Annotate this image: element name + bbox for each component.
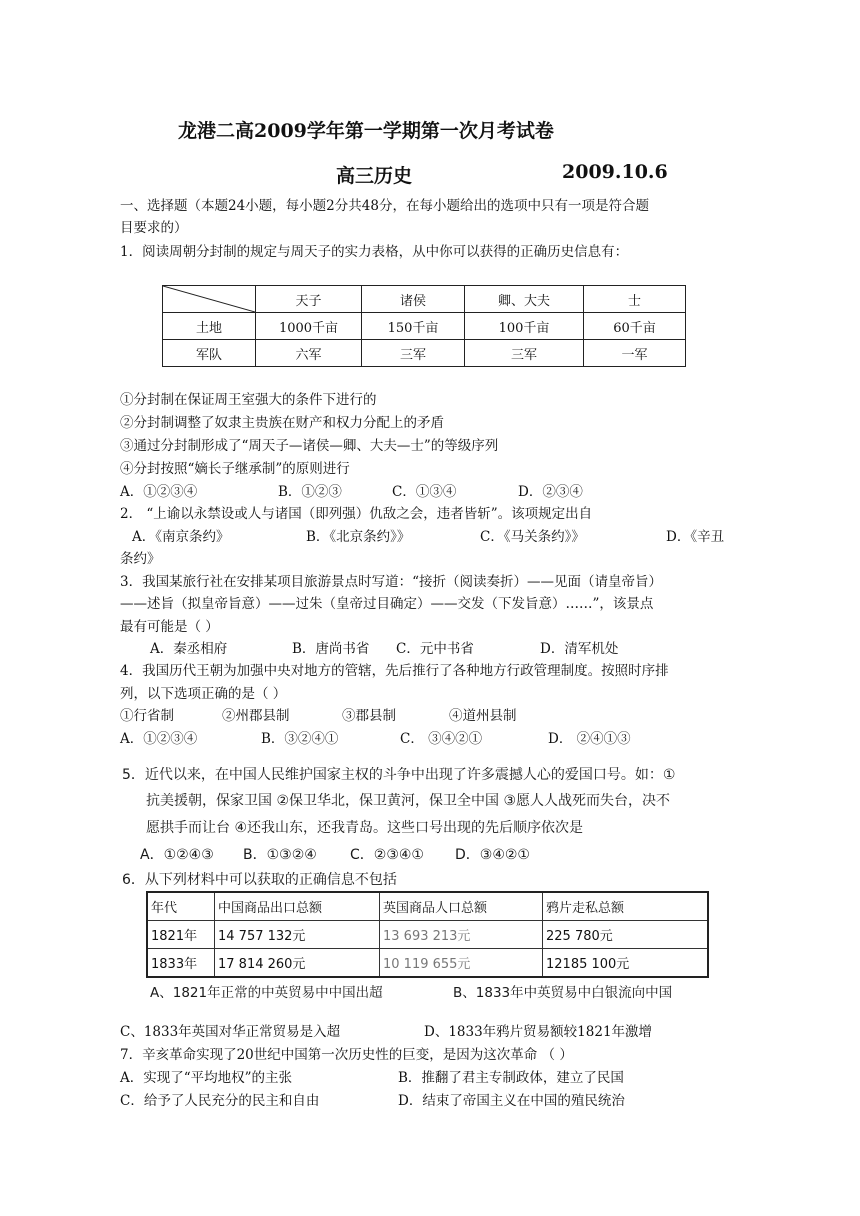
table-cell: 17 814 260元 — [215, 949, 380, 978]
q7-option-a: A．实现了“平均地权”的主张 — [120, 1070, 293, 1086]
table-cell: 225 780元 — [543, 921, 709, 949]
q4-option-a: A．①②③④ — [120, 731, 198, 747]
q2-option-d: D．《辛丑 — [666, 529, 725, 545]
q5-line-2: 抗美援朝，保家卫国 ②保卫华北，保卫黄河，保卫全中国 ③愿人人战死而失台，决不 — [146, 793, 670, 809]
q3-option-a: A．秦丞相府 — [150, 641, 228, 657]
header-cell: 天子 — [256, 286, 362, 313]
q5-option-c: C．②③④① — [350, 847, 424, 863]
q1-stem: 1．阅读周朝分封制的规定与周天子的实力表格，从中你可以获得的正确历史信息有： — [120, 244, 629, 260]
table-cell: 100千亩 — [465, 313, 584, 340]
q1-item-1: ①分封制在保证周王室强大的条件下进行的 — [120, 392, 377, 408]
q4-item-4: ④道州县制 — [449, 708, 517, 724]
q6-option-a: A、1821年正常的中英贸易中中国出超 — [150, 985, 383, 1001]
row-label: 土地 — [163, 313, 256, 340]
header-cell: 士 — [584, 286, 686, 313]
row-label: 1833年 — [147, 949, 215, 978]
q3-line-1: 3．我国某旅行社在安排某项目旅游景点时写道：“接折（阅读奏折）——见面（请皇帝旨） — [120, 574, 662, 590]
table-cell: 60千亩 — [584, 313, 686, 340]
q5-line-1: 5．近代以来，在中国人民维护国家主权的斗争中出现了许多震撼人心的爱国口号。如：① — [122, 767, 676, 783]
diagonal-header-cell — [163, 286, 256, 313]
table-cell: 1000千亩 — [256, 313, 362, 340]
q4-item-1: ①行省制 — [120, 708, 174, 724]
q7-stem: 7．辛亥革命实现了20世纪中国第一次历史性的巨变，是因为这次革命 （ ） — [120, 1047, 573, 1063]
q4-option-b: B．③②④① — [261, 731, 339, 747]
q7-option-b: B．推翻了君主专制政体，建立了民国 — [398, 1070, 624, 1086]
table-cell: 14 757 132元 — [215, 921, 380, 949]
q1-item-4: ④分封按照“嫡长子继承制”的原则进行 — [120, 461, 350, 477]
row-label: 1821年 — [147, 921, 215, 949]
q1-option-a: A．①②③④ — [120, 484, 198, 500]
section-heading: 一、选择题（本题24小题，每小题2分共48分，在每小题给出的选项中只有一项是符合题 — [120, 198, 649, 214]
header-cell: 卿、大夫 — [465, 286, 584, 313]
q4-option-c: C． ③④②① — [400, 731, 483, 747]
q5-option-a: A．①②④③ — [140, 847, 214, 863]
q2-option-d-cont: 条约》 — [120, 551, 161, 567]
q3-line-2: ——述旨（拟皇帝旨意）——过朱（皇帝过目确定）——交发（下发旨意）……”，该景点 — [120, 596, 654, 612]
exam-date: 2009.10.6 — [562, 161, 668, 183]
header-cell: 鸦片走私总额 — [543, 892, 709, 921]
q2-option-c: C．《马关条约》》 — [480, 529, 585, 545]
q3-option-c: C．元中书省 — [396, 641, 474, 657]
diagonal-line — [163, 286, 255, 312]
q1-option-d: D．②③④ — [518, 484, 583, 500]
q5-line-3: 愿拱手而让台 ④还我山东，还我青岛。这些口号出现的先后顺序依次是 — [146, 820, 583, 836]
q5-option-b: B．①③②④ — [243, 847, 317, 863]
row-label: 军队 — [163, 340, 256, 367]
q3-option-b: B．唐尚书省 — [292, 641, 370, 657]
q5-option-d: D．③④②① — [455, 847, 530, 863]
q6-option-c: C、1833年英国对华正常贸易是入超 — [120, 1024, 341, 1040]
q6-stem: 6．从下列材料中可以获取的正确信息不包括 — [122, 872, 397, 888]
q3-option-d: D．清军机处 — [540, 641, 619, 657]
table-cell: 13 693 213元 — [380, 921, 543, 949]
q2-option-a: A．《南京条约》 — [132, 529, 230, 545]
table-cell: 三军 — [362, 340, 465, 367]
table-cell: 三军 — [465, 340, 584, 367]
q4-line-2: 列，以下选项正确的是（ ） — [120, 686, 287, 702]
q4-item-3: ③郡县制 — [342, 708, 396, 724]
q1-item-3: ③通过分封制形成了“周天子—诸侯—卿、大夫—士”的等级序列 — [120, 438, 499, 454]
q3-line-3: 最有可能是（ ） — [120, 619, 219, 635]
table-cell: 12185 100元 — [543, 949, 709, 978]
section-heading-cont: 目要求的） — [120, 220, 188, 236]
table-cell: 10 119 655元 — [380, 949, 543, 978]
header-cell: 年代 — [147, 892, 215, 921]
header-cell: 诸侯 — [362, 286, 465, 313]
q4-item-2: ②州郡县制 — [222, 708, 290, 724]
q1-option-b: B．①②③ — [278, 484, 342, 500]
q1-item-2: ②分封制调整了奴隶主贵族在财产和权力分配上的矛盾 — [120, 415, 444, 431]
table-cell: 六军 — [256, 340, 362, 367]
header-cell: 英国商品人口总额 — [380, 892, 543, 921]
q4-line-1: 4．我国历代王朝为加强中央对地方的管辖，先后推行了各种地方行政管理制度。按照时序排 — [120, 663, 669, 679]
fief-table — [162, 285, 686, 367]
exam-subject: 高三历史 — [336, 165, 413, 187]
q6-option-d: D、1833年鸦片贸易额较1821年激增 — [424, 1024, 653, 1040]
q4-option-d: D． ②④①③ — [548, 731, 631, 747]
header-cell: 中国商品出口总额 — [215, 892, 380, 921]
table-cell: 一军 — [584, 340, 686, 367]
q7-option-d: D．结束了帝国主义在中国的殖民统治 — [398, 1093, 625, 1109]
q7-option-c: C．给予了人民充分的民主和自由 — [120, 1093, 320, 1109]
q1-option-c: C．①③④ — [392, 484, 457, 500]
q2-stem: 2． “上谕以永禁设或人与诸国（即列强）仇敌之会，违者皆斩”。该项规定出自 — [120, 506, 593, 522]
q6-option-b: B、1833年中英贸易中白银流向中国 — [453, 985, 673, 1001]
exam-title: 龙港二高2009学年第一学期第一次月考试卷 — [178, 120, 554, 142]
q2-option-b: B．《北京条约》》 — [306, 529, 411, 545]
trade-table — [146, 891, 709, 978]
table-cell: 150千亩 — [362, 313, 465, 340]
